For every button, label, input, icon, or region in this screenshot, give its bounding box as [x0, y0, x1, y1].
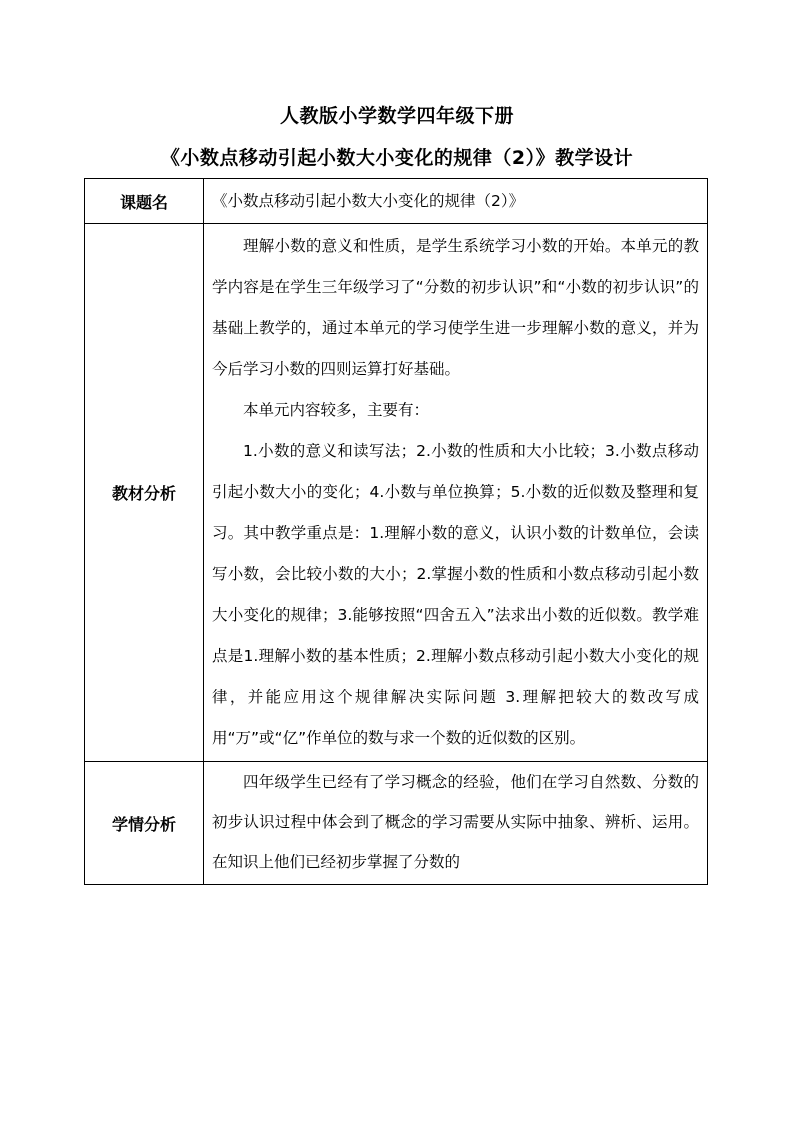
- table-row-textbook-analysis: [85, 224, 708, 762]
- document-subtitle: 《小数点移动引起小数大小变化的规律（2）》教学设计: [160, 147, 634, 169]
- table-row-student-analysis: [85, 762, 708, 885]
- textbook-analysis-label: 教材分析: [85, 224, 204, 762]
- lesson-plan-table: [84, 178, 708, 885]
- student-analysis-label: 学情分析: [85, 762, 204, 885]
- student-analysis-content: [204, 762, 708, 885]
- student-paragraph: 四年级学生已经有了学习概念的经验，他们在学习自然数、分数的初步认识过程中体会到了概念的学习需要从实际中抽象、辨析、运用。在知识上他们已经初步掌握了分数的: [212, 773, 699, 871]
- topic-value: 《小数点移动引起小数大小变化的规律（2）》: [204, 179, 708, 224]
- document-title: 人教版小学数学四年级下册: [279, 105, 514, 127]
- analysis-paragraph: 1.小数的意义和读写法；2.小数的性质和大小比较；3.小数点移动引起小数大小的变化；4.小数与单位换算；5.小数的近似数及整理和复习。其中教学重点是：1.理解小数的意义，认识小数的计数单位，会读写小数，会比较小数的大小；2.掌握小数的性质和小数点移动引起小数大小变化的规律；3.能够按照“四舍五入”法求出小数的近似数。教学难点是1.理解小数的基本性质；2.理解小数点移动引起小数大小变化的规律，并能应用这个规律解决实际问题 3.理解把较大的数改写成用“万”或“亿”作单位的数与求一个数的近似数的区别。: [212, 442, 699, 747]
- analysis-paragraph: 本单元内容较多，主要有：: [243, 401, 430, 419]
- analysis-paragraph: 理解小数的意义和性质，是学生系统学习小数的开始。本单元的教学内容是在学生三年级学习了“分数的初步认识”和“小数的初步认识”的基础上教学的，通过本单元的学习使学生进一步理解小数的意义，并为今后学习小数的四则运算打好基础。: [212, 237, 699, 378]
- table-row-topic: [85, 179, 708, 224]
- textbook-analysis-content: [204, 224, 708, 762]
- topic-label: 课题名: [85, 179, 204, 224]
